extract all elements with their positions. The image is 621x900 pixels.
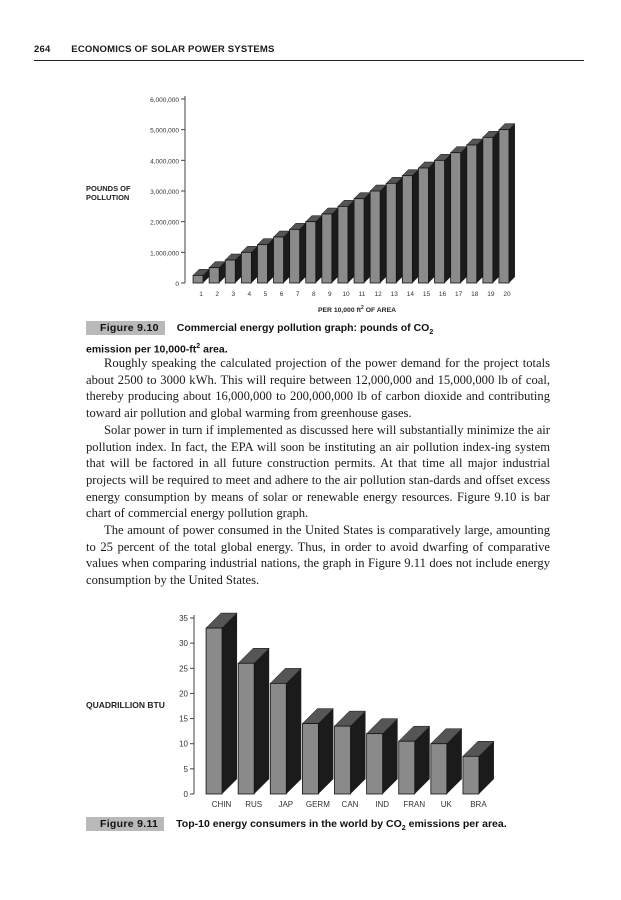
x-tick-label: 12 [374, 291, 382, 298]
x-tick-label: RUS [245, 800, 263, 809]
bar-side [428, 162, 434, 283]
bar-side [493, 131, 499, 283]
paragraph: Solar power in turn if implemented as discussed here will substantially minimize the air pollution index. In fact, the EPA will soon be instituting an air pollution index-ing system that will be factored in all future construction permits. At that time all major industrial projects will be required to meet and adhere to the air pollution stan-dards and offset excess energy consumption by means of solar or renewable energy resources. Figure 9.10 is bar chart of commercial energy pollution graph. [86, 422, 550, 521]
pollution-bar-chart [0, 88, 621, 320]
bar [270, 683, 286, 794]
y-tick-label: 25 [179, 664, 188, 674]
x-tick-label: 19 [487, 291, 495, 298]
caption-sup-2: 2 [196, 343, 201, 351]
bar [225, 260, 235, 283]
bar [370, 191, 380, 283]
x-tick-label: CHIN [211, 800, 232, 809]
y-tick-label: 2,000,000 [150, 219, 179, 227]
y-tick-label: 5 [183, 764, 188, 774]
y-tick-label: 6,000,000 [150, 97, 179, 104]
paragraph: Roughly speaking the calculated projection of the power demand for the project totals about 2500 to 3000 kWh. This will require between 12,000,000 and 15,000,000 lb of coal, thereby producing about 16,000,000 to 200,000,000 lb of carbon dioxide and contributing toward air pollution and global warming from greenhouse gases. [86, 356, 550, 421]
y-axis-label: QUADRILLION BTU [86, 700, 165, 710]
y-tick-label: 4,000,000 [150, 158, 179, 166]
x-tick-label: 11 [358, 291, 366, 298]
y-tick-label: 20 [179, 689, 188, 699]
bar [290, 229, 300, 283]
bar [322, 214, 332, 283]
figure-9-10-caption [86, 321, 433, 357]
bar [463, 756, 479, 794]
y-tick-label: 1,000,000 [150, 250, 179, 258]
page-number: 264 [34, 44, 51, 55]
bar-side [286, 668, 301, 794]
bar [431, 744, 447, 794]
body-text [86, 355, 550, 589]
caption-text-3: area. [200, 343, 228, 356]
x-tick-label: 1 [199, 291, 203, 298]
bar-side [509, 124, 515, 283]
energy-consumers-bar-chart [0, 605, 621, 817]
x-tick-label: 18 [471, 291, 479, 298]
y-axis-label: POUNDS OF [86, 184, 131, 193]
bar-side [316, 216, 322, 283]
x-tick-label: 8 [311, 291, 316, 298]
x-tick-label: 4 [247, 291, 252, 298]
y-tick-label: 5,000,000 [150, 127, 179, 135]
bar [302, 724, 318, 794]
caption-sub-1: 2 [429, 329, 434, 337]
x-tick-label: 13 [390, 291, 398, 298]
bar [241, 252, 251, 283]
x-tick-label: 5 [263, 291, 268, 298]
caption-sub: 2 [401, 825, 406, 833]
bar [435, 160, 445, 283]
x-tick-label: 14 [406, 291, 414, 298]
figure-9-10-label: Figure 9.10 [86, 321, 165, 335]
bar-side [267, 239, 273, 283]
bar [399, 741, 415, 794]
bar [274, 237, 284, 283]
bar-side [254, 648, 269, 794]
y-tick-label: 30 [179, 639, 188, 649]
figure-9-11-label: Figure 9.11 [86, 817, 164, 831]
x-tick-label: 9 [328, 291, 332, 298]
x-tick-label: BRA [470, 800, 487, 809]
running-title: ECONOMICS OF SOLAR POWER SYSTEMS [71, 44, 275, 55]
figure-9-11-caption [86, 817, 507, 836]
bar-side [477, 139, 483, 283]
bar-side [445, 154, 451, 283]
bar-side [364, 193, 370, 283]
x-axis-label: PER 10,000 $ft^2$ OF AREA [317, 305, 397, 314]
bar [193, 275, 203, 283]
bar-side [412, 170, 418, 283]
x-tick-label: 10 [342, 291, 350, 298]
y-tick-label: 10 [179, 739, 188, 749]
caption-text-1: Commercial energy pollution graph: pounds of CO [176, 322, 430, 334]
x-tick-label: CAN [341, 800, 359, 809]
bar [483, 137, 493, 283]
bar [367, 734, 383, 794]
bar-side [300, 223, 306, 283]
x-tick-label: IND [375, 800, 390, 809]
bar-side [284, 231, 290, 283]
bar [206, 628, 222, 794]
bar-side [222, 613, 237, 794]
x-tick-label: 7 [295, 291, 300, 298]
x-tick-label: 20 [503, 291, 511, 298]
x-tick-label: UK [440, 800, 452, 809]
y-tick-label: 15 [179, 714, 188, 724]
caption-text-2: emission per 10,000-ft [86, 343, 197, 356]
bar [209, 268, 219, 283]
caption-text-end: emissions per area. [405, 818, 507, 830]
running-header [34, 44, 584, 61]
bar [338, 206, 348, 283]
bar [451, 153, 461, 283]
bar [499, 130, 509, 283]
y-axis-label: POLLUTION [86, 193, 130, 202]
bar-side [396, 177, 402, 283]
bar [386, 183, 396, 283]
x-tick-label: FRAN [403, 800, 426, 809]
x-tick-label: 6 [279, 291, 284, 298]
bar [306, 222, 316, 283]
bar-side [348, 200, 354, 283]
x-tick-label: 16 [438, 291, 447, 298]
x-tick-label: 2 [215, 291, 219, 298]
bar [418, 168, 428, 283]
x-tick-label: GERM [305, 800, 330, 809]
caption-text: Top-10 energy consumers in the world by CO [176, 818, 402, 830]
bar-side [380, 185, 386, 283]
x-tick-label: 3 [231, 291, 236, 298]
bar [354, 199, 364, 283]
x-tick-label: 17 [455, 291, 463, 298]
bar [257, 245, 267, 283]
y-tick-label: 0 [175, 281, 179, 288]
paragraph: The amount of power consumed in the United States is comparatively large, amounting to 25 percent of the total global energy. Thus, in order to avoid dwarfing of comparative values when comparing industrial nations, the graph in Figure 9.11 does not include energy consumption by the United States. [86, 523, 550, 588]
x-tick-label: JAP [278, 800, 294, 809]
y-tick-label: 0 [183, 790, 188, 799]
bar-side [251, 246, 257, 283]
y-tick-label: 3,000,000 [150, 189, 179, 196]
bar [402, 176, 412, 283]
bar [467, 145, 477, 283]
y-tick-label: 35 [179, 614, 188, 623]
bar [335, 726, 351, 794]
bar-side [461, 147, 467, 283]
bar [238, 663, 254, 794]
bar-side [332, 208, 338, 283]
x-tick-label: 15 [422, 291, 431, 298]
